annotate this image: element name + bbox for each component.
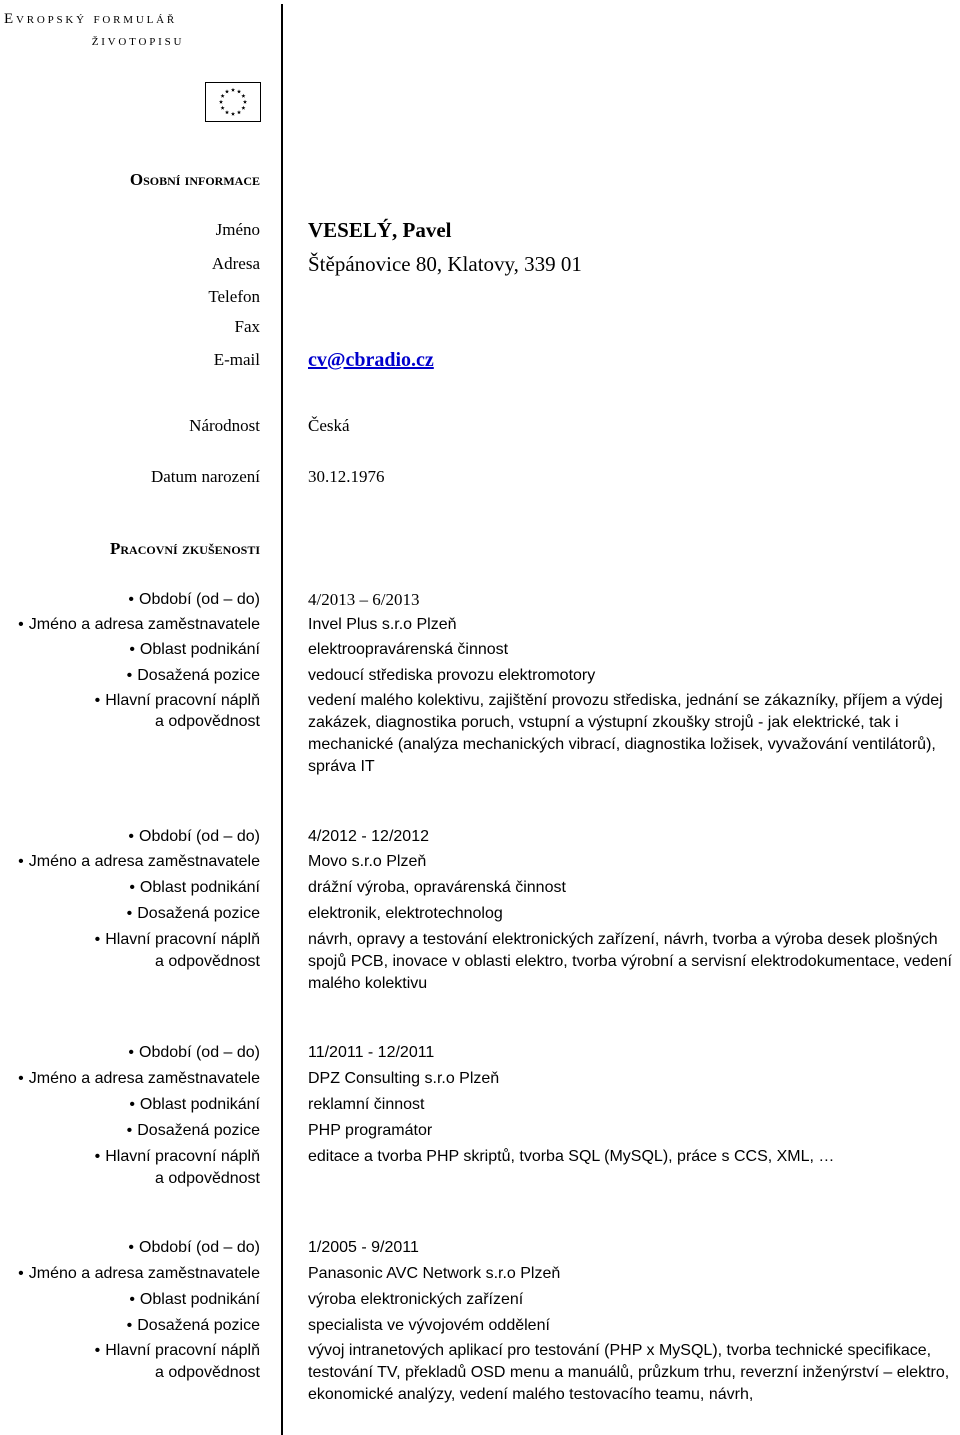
- entry3-employer-label: • Jméno a adresa zaměstnavatele: [18, 1068, 260, 1090]
- entry3-position: PHP programátor: [308, 1122, 433, 1139]
- entry1-employer: Invel Plus s.r.o Plzeň: [308, 616, 457, 633]
- entry3-period-label: • Období (od – do): [128, 1042, 260, 1064]
- eu-star-icon: [231, 88, 235, 92]
- email-link[interactable]: cv@cbradio.cz: [308, 349, 434, 371]
- entry3-period: 11/2011 - 12/2011: [308, 1044, 435, 1061]
- eu-star-icon: [225, 110, 229, 114]
- entry2-field: drážní výroba, opravárenská činnost: [308, 879, 566, 896]
- entry3-employer: DPZ Consulting s.r.o Plzeň: [308, 1070, 500, 1087]
- entry4-period-label: • Období (od – do): [128, 1237, 260, 1259]
- entry1-field: elektroopravárenská činnost: [308, 641, 509, 658]
- column-divider: [281, 4, 283, 1435]
- eu-star-icon: [225, 89, 229, 93]
- eu-star-icon: [219, 100, 223, 104]
- entry1-period-label: • Období (od – do): [128, 589, 260, 611]
- entry4-position: specialista ve vývojovém oddělení: [308, 1317, 550, 1334]
- entry4-duties-label: • Hlavní pracovní náplň: [95, 1340, 260, 1362]
- entry2-field-label: • Oblast podnikání: [129, 877, 260, 899]
- eu-star-icon: [221, 106, 225, 110]
- eu-star-icon: [237, 110, 241, 114]
- address-value: Štěpánovice 80, Klatovy, 339 01: [308, 252, 582, 276]
- section-work-experience: Pracovní zkušenosti: [110, 539, 260, 558]
- eu-flag-icon: [205, 82, 261, 122]
- entry1-field-label: • Oblast podnikání: [129, 639, 260, 661]
- dob-value: 30.12.1976: [308, 467, 385, 486]
- eu-star-icon: [241, 106, 245, 110]
- entry3-field-label: • Oblast podnikání: [129, 1094, 260, 1116]
- entry4-employer-label: • Jméno a adresa zaměstnavatele: [18, 1263, 260, 1285]
- entry1-employer-label: • Jméno a adresa zaměstnavatele: [18, 614, 260, 636]
- form-title-line1: Evropský formulář: [4, 11, 177, 27]
- eu-star-icon: [241, 94, 245, 98]
- entry1-position: vedoucí střediska provozu elektromotory: [308, 667, 596, 684]
- email-label: E-mail: [213, 350, 260, 369]
- entry1-duties: vedení malého kolektivu, zajištění provozu střediska, jednání se zákazníky, příjem a výdej zakázek, diagnostika poruch, vstupní a výstupní zkoušky strojů - jak elektrické, tak i mechanické (analýza mechanických vibrací, diagnostika ložisek, vyvažování ventilátorů), správa IT: [308, 692, 943, 775]
- entry4-position-label: • Dosažená pozice: [127, 1315, 260, 1337]
- eu-star-icon: [231, 112, 235, 116]
- entry4-period: 1/2005 - 9/2011: [308, 1239, 419, 1256]
- form-title-line2: životopisu: [91, 33, 185, 49]
- entry2-duties: návrh, opravy a testování elektronických zařízení, návrh, tvorba a výroba desek plošných spojů PCB, inovace v oblasti elektro, tvorba výrobní a servisní elektrodokumentace, vedení malého kolektivu: [308, 931, 952, 992]
- phone-label: Telefon: [208, 287, 260, 306]
- entry4-duties-label-2: a odpovědnost: [155, 1364, 260, 1381]
- fax-label: Fax: [234, 317, 260, 336]
- entry2-period: 4/2012 - 12/2012: [308, 828, 429, 845]
- eu-star-icon: [237, 89, 241, 93]
- entry3-field: reklamní činnost: [308, 1096, 425, 1113]
- form-title: [4, 8, 272, 52]
- entry4-field: výroba elektronických zařízení: [308, 1291, 524, 1308]
- eu-star-icon: [243, 100, 247, 104]
- name-value: VESELÝ, Pavel: [308, 218, 452, 242]
- nationality-value: Česká: [308, 416, 350, 435]
- entry2-position: elektronik, elektrotechnolog: [308, 905, 503, 922]
- dob-label: Datum narození: [150, 467, 260, 486]
- section-personal-info: Osobní informace: [129, 170, 260, 189]
- eu-star-icon: [221, 94, 225, 98]
- entry2-period-label: • Období (od – do): [128, 826, 260, 848]
- entry3-duties-label: • Hlavní pracovní náplň: [95, 1146, 260, 1168]
- entry3-duties: editace a tvorba PHP skriptů, tvorba SQL (MySQL), práce s CCS, XML, …: [308, 1148, 835, 1165]
- entry1-period: 4/2013 – 6/2013: [308, 590, 420, 609]
- entry4-employer: Panasonic AVC Network s.r.o Plzeň: [308, 1265, 561, 1282]
- entry3-duties-label-2: a odpovědnost: [155, 1170, 260, 1187]
- address-label: Adresa: [211, 254, 260, 273]
- nationality-label: Národnost: [189, 416, 260, 435]
- entry1-position-label: • Dosažená pozice: [127, 665, 260, 687]
- name-label: Jméno: [215, 220, 260, 239]
- entry2-duties-label: • Hlavní pracovní náplň: [95, 929, 260, 951]
- entry2-duties-label-2: a odpovědnost: [155, 953, 260, 970]
- entry4-field-label: • Oblast podnikání: [129, 1289, 260, 1311]
- entry1-duties-label: • Hlavní pracovní náplň: [95, 690, 260, 712]
- entry3-position-label: • Dosažená pozice: [127, 1120, 260, 1142]
- entry2-employer: Movo s.r.o Plzeň: [308, 853, 427, 870]
- entry2-position-label: • Dosažená pozice: [127, 903, 260, 925]
- entry1-duties-label-2: a odpovědnost: [155, 713, 260, 730]
- entry4-duties: vývoj intranetových aplikací pro testování (PHP x MySQL), tvorba technické specifikace, testování TV, překladů OSD menu a manuálů, průzkum trhu, reverzní inženýrství – elektro, ekonomické analýzy, vedení malého testovacího teamu, návrh,: [308, 1342, 950, 1403]
- entry2-employer-label: • Jméno a adresa zaměstnavatele: [18, 851, 260, 873]
